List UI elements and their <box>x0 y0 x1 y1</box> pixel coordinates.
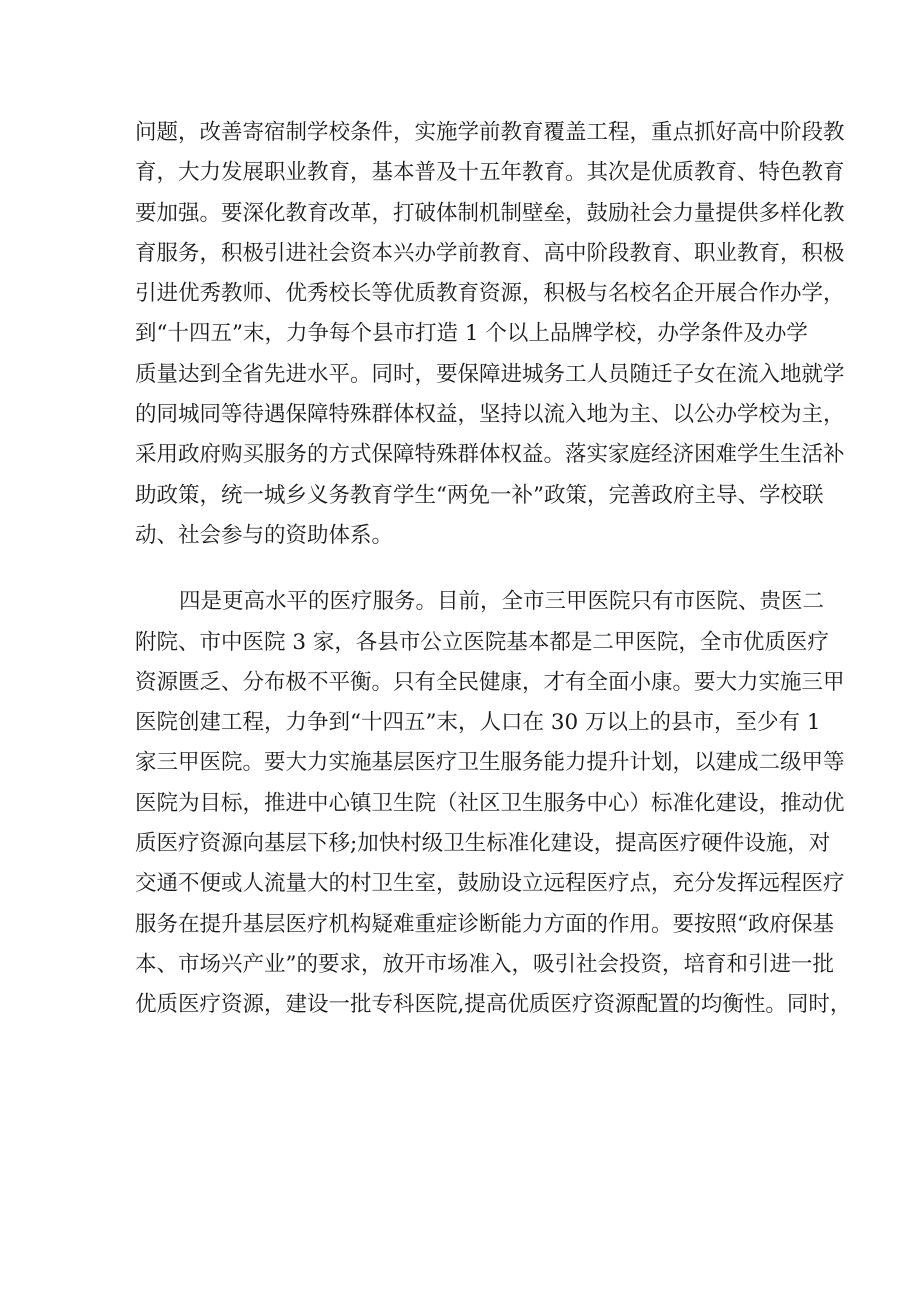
paragraph-medical <box>135 582 852 1025</box>
text-line: 服务在提升基层医疗机构疑难重症诊断能力方面的作用。要按照“政府保基 <box>135 911 834 937</box>
text-line: 医院为目标，推进中心镇卫生院（社区卫生服务中心）标准化建设，推动优 <box>135 790 845 816</box>
text-line: 质量达到全省先进水平。同时，要保障进城务工人员随迁子女在流入地就学 <box>135 361 845 387</box>
text-line: 要加强。要深化教育改革，打破体制机制壁垒，鼓励社会力量提供多样化教 <box>135 200 845 226</box>
text-line: 助政策，统一城乡义务教育学生“两免一补”政策，完善政府主导、学校联 <box>135 482 824 508</box>
text-line: 的同城同等待遇保障特殊群体权益，坚持以流入地为主、以公办学校为主， <box>135 402 845 428</box>
document-body <box>135 113 852 1026</box>
text-line: 家三甲医院。要大力实施基层医疗卫生服务能力提升计划，以建成二级甲等 <box>135 750 845 776</box>
text-line: 育，大力发展职业教育，基本普及十五年教育。其次是优质教育、特色教育 <box>135 160 845 186</box>
text-line: 育服务，积极引进社会资本兴办学前教育、高中阶段教育、职业教育，积极 <box>135 240 845 266</box>
text-line: 优质医疗资源，建设一批专科医院,提高优质医疗资源配置的均衡性。同时， <box>135 992 852 1018</box>
text-line: 四是更高水平的医疗服务。目前，全市三甲医院只有市医院、贵医二 <box>179 589 825 615</box>
text-line: 交通不便或人流量大的村卫生室，鼓励设立远程医疗点，充分发挥远程医疗 <box>135 871 845 897</box>
text-line: 到“十四五”末，力争每个县市打造 1 个以上品牌学校，办学条件及办学 <box>135 321 808 347</box>
text-line: 采用政府购买服务的方式保障特殊群体权益。落实家庭经济困难学生生活补 <box>135 442 845 468</box>
text-line: 质医疗资源向基层下移;加快村级卫生标准化建设，提高医疗硬件设施，对 <box>135 831 831 857</box>
text-line: 问题，改善寄宿制学校条件，实施学前教育覆盖工程，重点抓好高中阶段教 <box>135 120 845 145</box>
text-line: 本、市场兴产业”的要求，放开市场准入，吸引社会投资，培育和引进一批 <box>135 951 834 977</box>
text-line: 附院、市中医院 3 家，各县市公立医院基本都是二甲医院，全市优质医疗 <box>135 629 829 655</box>
text-line: 医院创建工程，力争到“十四五”末，人口在 30 万以上的县市，至少有 1 <box>135 710 821 736</box>
text-line: 引进优秀教师、优秀校长等优质教育资源，积极与名校名企开展合作办学， <box>135 281 845 307</box>
text-line: 动、社会参与的资助体系。 <box>135 522 394 548</box>
text-line: 资源匮乏、分布极不平衡。只有全民健康，才有全面小康。要大力实施三甲 <box>135 669 845 695</box>
paragraph-gap <box>135 556 797 582</box>
paragraph-education <box>135 113 845 556</box>
